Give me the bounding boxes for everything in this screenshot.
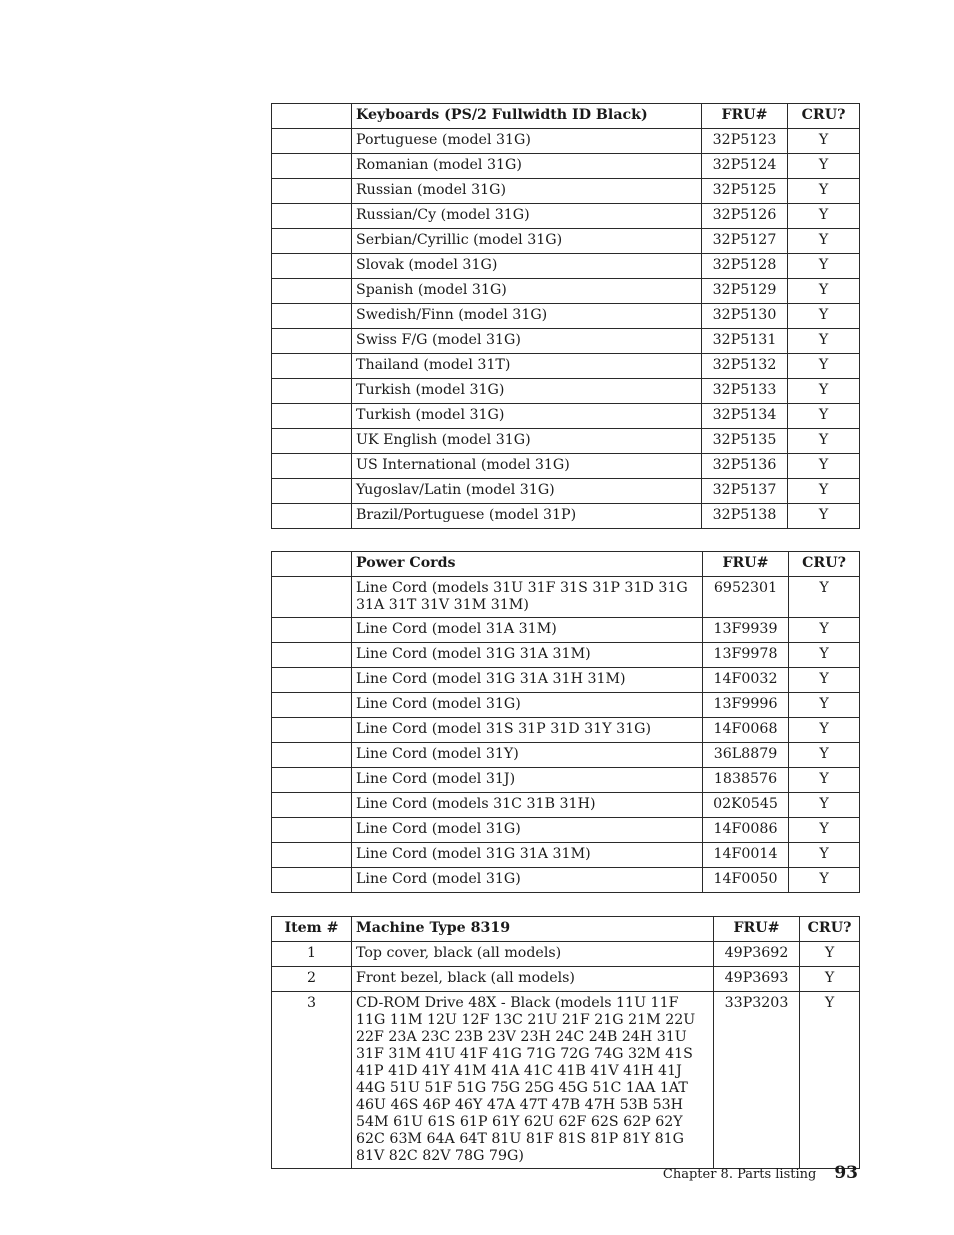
table-row — [272, 868, 860, 893]
cell-item — [272, 577, 352, 618]
header-description: Machine Type 8319 — [352, 917, 714, 942]
cell-cru: Y — [788, 479, 860, 504]
cell-fru: 32P5124 — [702, 154, 788, 179]
cell-item — [272, 429, 352, 454]
cell-fru: 32P5136 — [702, 454, 788, 479]
cell-description: UK English (model 31G) — [352, 429, 702, 454]
cell-item — [272, 404, 352, 429]
cell-description: Romanian (model 31G) — [352, 154, 702, 179]
cell-item — [272, 329, 352, 354]
cell-fru: 49P3692 — [714, 942, 800, 967]
header-item: Item # — [272, 917, 352, 942]
cell-description: Brazil/Portuguese (model 31P) — [352, 504, 702, 529]
cell-fru: 32P5135 — [702, 429, 788, 454]
cell-cru: Y — [789, 868, 860, 893]
cell-item — [272, 304, 352, 329]
cell-cru: Y — [800, 967, 860, 992]
cell-fru: 13F9978 — [703, 643, 789, 668]
table-row — [272, 967, 860, 992]
cell-fru: 32P5137 — [702, 479, 788, 504]
cell-description: Swiss F/G (model 31G) — [352, 329, 702, 354]
cell-item — [272, 129, 352, 154]
cell-fru: 32P5133 — [702, 379, 788, 404]
cell-description: Yugoslav/Latin (model 31G) — [352, 479, 702, 504]
cell-item — [272, 618, 352, 643]
header-fru: FRU# — [714, 917, 800, 942]
cell-item — [272, 843, 352, 868]
cell-cru: Y — [789, 718, 860, 743]
table-row — [272, 992, 860, 1169]
cell-cru: Y — [789, 768, 860, 793]
keyboards-table — [271, 103, 860, 529]
cell-fru: 14F0050 — [703, 868, 789, 893]
cell-item — [272, 279, 352, 304]
cell-fru: 32P5134 — [702, 404, 788, 429]
cell-item — [272, 479, 352, 504]
table-row — [272, 129, 860, 154]
cell-description: Russian (model 31G) — [352, 179, 702, 204]
cell-description: Serbian/Cyrillic (model 31G) — [352, 229, 702, 254]
table-row — [272, 504, 860, 529]
cell-cru: Y — [788, 179, 860, 204]
table-row — [272, 429, 860, 454]
table-row — [272, 254, 860, 279]
cell-description: Slovak (model 31G) — [352, 254, 702, 279]
cell-description: Line Cord (model 31A 31M) — [352, 618, 703, 643]
table-row — [272, 154, 860, 179]
header-cru: CRU? — [789, 552, 860, 577]
cell-cru: Y — [788, 404, 860, 429]
cell-fru: 49P3693 — [714, 967, 800, 992]
cell-fru: 32P5127 — [702, 229, 788, 254]
header-description: Power Cords — [352, 552, 703, 577]
cell-cru: Y — [788, 329, 860, 354]
table-row — [272, 354, 860, 379]
cell-description: Line Cord (models 31C 31B 31H) — [352, 793, 703, 818]
table-row — [272, 329, 860, 354]
header-fru: FRU# — [702, 104, 788, 129]
cell-fru: 14F0014 — [703, 843, 789, 868]
cell-description: Line Cord (model 31S 31P 31D 31Y 31G) — [352, 718, 703, 743]
cell-item: 1 — [272, 942, 352, 967]
cell-item: 2 — [272, 967, 352, 992]
cell-fru: 13F9996 — [703, 693, 789, 718]
cell-cru: Y — [788, 354, 860, 379]
table-row — [272, 768, 860, 793]
cell-item — [272, 793, 352, 818]
table-row — [272, 793, 860, 818]
table-header-row — [272, 552, 860, 577]
cell-cru: Y — [789, 643, 860, 668]
cell-fru: 32P5131 — [702, 329, 788, 354]
cell-item — [272, 668, 352, 693]
cell-description: CD-ROM Drive 48X - Black (models 11U 11F 11G 11M 12U 12F 13C 21U 21F 21G 21M 22U 22F 23A 23C 23B 23V 23H 24C 24B 24H 31U 31F 31M 41U 41F 41G 71G 72G 74G 32M 41S 41P 41D 41Y 41M 41A 41C 41B 41V 41H 41J 44G 51U 51F 51G 75G 25G 45G 51C 1AA 1AT 46U 46S 46P 46Y 47A 47T 47B 47H 53B 53H 54M 61U 61S 61P 61Y 62U 62F 62S 62P 62Y 62C 63M 64A 64T 81U 81F 81S 81P 81Y 81G 81V 82C 82V 78G 79G) — [352, 992, 714, 1169]
table-row — [272, 818, 860, 843]
table-row — [272, 618, 860, 643]
cell-description: Line Cord (model 31G 31A 31M) — [352, 843, 703, 868]
cell-fru: 32P5126 — [702, 204, 788, 229]
cell-description: Line Cord (models 31U 31F 31S 31P 31D 31G 31A 31T 31V 31M 31M) — [352, 577, 703, 618]
cell-item — [272, 868, 352, 893]
cell-cru: Y — [788, 504, 860, 529]
header-cru: CRU? — [800, 917, 860, 942]
cell-description: Line Cord (model 31J) — [352, 768, 703, 793]
cell-cru: Y — [789, 843, 860, 868]
table-row — [272, 179, 860, 204]
cell-fru: 33P3203 — [714, 992, 800, 1169]
cell-description: Russian/Cy (model 31G) — [352, 204, 702, 229]
cell-cru: Y — [788, 154, 860, 179]
header-item — [272, 552, 352, 577]
cell-fru: 14F0086 — [703, 818, 789, 843]
cell-item — [272, 818, 352, 843]
table-row — [272, 693, 860, 718]
cell-description: Line Cord (model 31G 31A 31H 31M) — [352, 668, 703, 693]
cell-item — [272, 718, 352, 743]
cell-fru: 32P5123 — [702, 129, 788, 154]
power-cords-table — [271, 551, 860, 893]
cell-cru: Y — [789, 618, 860, 643]
table-row — [272, 479, 860, 504]
cell-item — [272, 354, 352, 379]
chapter-label: Chapter 8. Parts listing — [662, 1167, 817, 1182]
cell-description: Portuguese (model 31G) — [352, 129, 702, 154]
cell-cru: Y — [788, 129, 860, 154]
cell-description: Line Cord (model 31G) — [352, 868, 703, 893]
cell-description: Turkish (model 31G) — [352, 404, 702, 429]
table-row — [272, 404, 860, 429]
cell-fru: 13F9939 — [703, 618, 789, 643]
table-row — [272, 743, 860, 768]
cell-cru: Y — [789, 577, 860, 618]
cell-description: Front bezel, black (all models) — [352, 967, 714, 992]
cell-description: Turkish (model 31G) — [352, 379, 702, 404]
cell-fru: 32P5129 — [702, 279, 788, 304]
header-cru: CRU? — [788, 104, 860, 129]
cell-cru: Y — [789, 743, 860, 768]
table-row — [272, 942, 860, 967]
table-header-row — [272, 104, 860, 129]
cell-fru: 1838576 — [703, 768, 789, 793]
table-row — [272, 668, 860, 693]
cell-cru: Y — [788, 279, 860, 304]
cell-fru: 36L8879 — [703, 743, 789, 768]
cell-cru: Y — [788, 379, 860, 404]
cell-description: Line Cord (model 31G 31A 31M) — [352, 643, 703, 668]
cell-item — [272, 743, 352, 768]
cell-cru: Y — [800, 992, 860, 1169]
cell-item — [272, 179, 352, 204]
cell-cru: Y — [788, 254, 860, 279]
page-number: 93 — [834, 1163, 858, 1183]
cell-fru: 14F0068 — [703, 718, 789, 743]
cell-item — [272, 254, 352, 279]
cell-fru: 32P5128 — [702, 254, 788, 279]
cell-item — [272, 454, 352, 479]
cell-description: Spanish (model 31G) — [352, 279, 702, 304]
cell-description: Top cover, black (all models) — [352, 942, 714, 967]
header-fru: FRU# — [703, 552, 789, 577]
cell-fru: 32P5138 — [702, 504, 788, 529]
cell-item: 3 — [272, 992, 352, 1169]
table-row — [272, 718, 860, 743]
cell-fru: 32P5125 — [702, 179, 788, 204]
cell-cru: Y — [788, 429, 860, 454]
cell-fru: 32P5132 — [702, 354, 788, 379]
header-item — [272, 104, 352, 129]
header-description: Keyboards (PS/2 Fullwidth ID Black) — [352, 104, 702, 129]
cell-fru: 02K0545 — [703, 793, 789, 818]
page-footer — [663, 1163, 858, 1183]
cell-fru: 32P5130 — [702, 304, 788, 329]
table-row — [272, 843, 860, 868]
cell-item — [272, 768, 352, 793]
machine-type-table — [271, 916, 860, 1169]
cell-cru: Y — [789, 818, 860, 843]
cell-description: Swedish/Finn (model 31G) — [352, 304, 702, 329]
cell-item — [272, 643, 352, 668]
cell-description: Line Cord (model 31G) — [352, 818, 703, 843]
cell-description: Line Cord (model 31G) — [352, 693, 703, 718]
table-row — [272, 379, 860, 404]
cell-cru: Y — [788, 304, 860, 329]
table-row — [272, 229, 860, 254]
cell-description: Line Cord (model 31Y) — [352, 743, 703, 768]
cell-description: Thailand (model 31T) — [352, 354, 702, 379]
cell-item — [272, 204, 352, 229]
cell-item — [272, 504, 352, 529]
table-header-row — [272, 917, 860, 942]
cell-fru: 14F0032 — [703, 668, 789, 693]
cell-cru: Y — [789, 668, 860, 693]
table-row — [272, 204, 860, 229]
table-row — [272, 454, 860, 479]
cell-item — [272, 229, 352, 254]
table-row — [272, 304, 860, 329]
table-row — [272, 279, 860, 304]
cell-item — [272, 154, 352, 179]
cell-cru: Y — [788, 454, 860, 479]
cell-cru: Y — [788, 204, 860, 229]
cell-cru: Y — [789, 693, 860, 718]
cell-description: US International (model 31G) — [352, 454, 702, 479]
cell-cru: Y — [800, 942, 860, 967]
table-row — [272, 643, 860, 668]
table-row — [272, 577, 860, 618]
cell-cru: Y — [788, 229, 860, 254]
cell-item — [272, 379, 352, 404]
cell-fru: 6952301 — [703, 577, 789, 618]
cell-item — [272, 693, 352, 718]
cell-cru: Y — [789, 793, 860, 818]
